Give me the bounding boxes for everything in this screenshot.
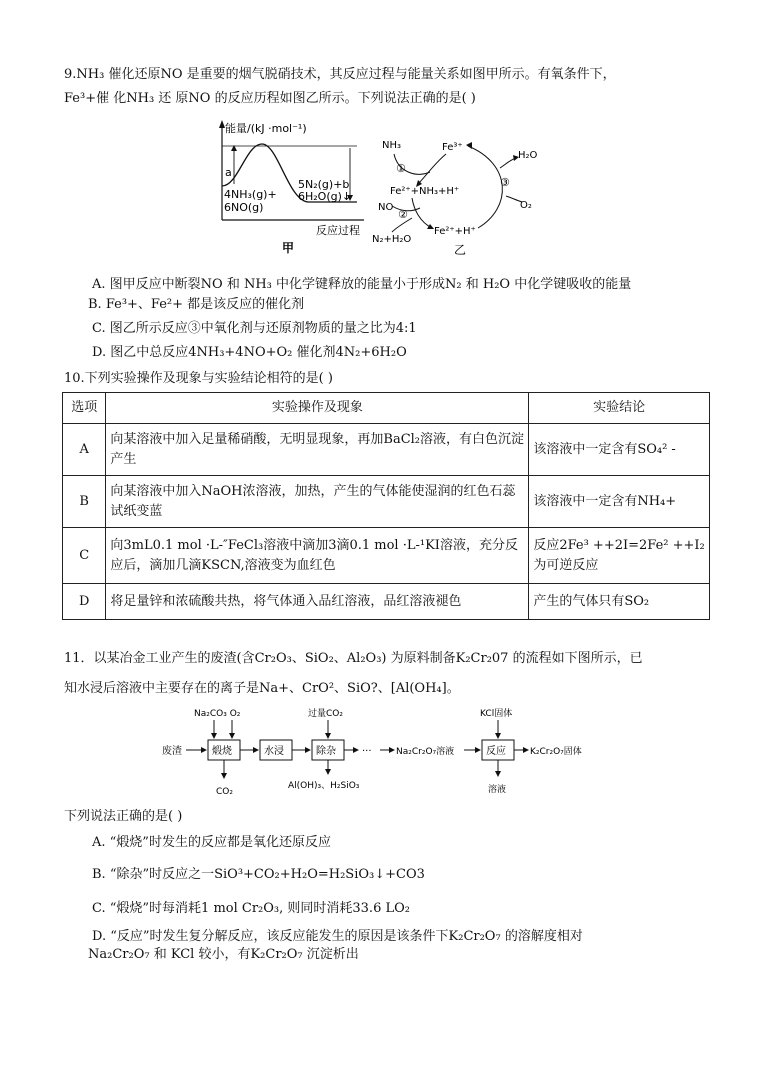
table-header-row [63,393,710,424]
row-conclusion: 反应2Fe³ ++2I=2Fe² ++I₂ 为可逆反应 [529,528,710,584]
table-row [63,528,710,584]
cycle-h2o: H₂O [518,150,538,161]
q10-table [62,392,710,620]
q11-option-b: B. “除杂”时反应之一SiO³+CO₂+H₂O=H₂SiO₃↓+CO3 [92,867,425,882]
products-line1: 5N₂(g)+b [298,178,350,191]
q9-energy-diagram [212,118,372,258]
row-operation: 向3mL0.1 mol ·L-″FeCl₃溶液中滴加3滴0.1 mol ·L-¹KI溶液，充分反应后，滴加几滴KSCN,溶液变为血红色 [106,528,529,584]
table-row [63,584,710,620]
cycle-mid: Fe²⁺+NH₃+H⁺ [390,186,460,197]
q11-stem-line3: 下列说法正确的是( ) [64,809,183,824]
flow-out4: 溶液 [488,785,507,795]
flow-in3: 过量CO₂ [308,709,343,719]
flow-box4-label: 反应 [486,746,506,757]
cycle-step3: ③ [500,176,510,189]
reactants-line2: 6NO(g) [224,201,264,214]
q11-stem-line2: 知水浸后溶液中主要存在的离子是Na+、CrO²、SiO?、[Al(OH₄]。 [64,681,460,696]
row-operation: 将足量锌和浓硫酸共热，将气体通入品红溶液，品红溶液褪色 [106,584,529,620]
cycle-fe2h: Fe²⁺+H⁺ [434,226,476,237]
cycle-nh3: NH₃ [382,140,402,151]
flow-feed: 废渣 [162,746,182,757]
cycle-caption: 乙 [454,243,467,257]
flow-out1: CO₂ [216,787,233,797]
cycle-fe3: Fe³⁺ [442,142,463,153]
row-operation: 向某溶液中加入NaOH浓溶液，加热，产生的气体能使湿润的红色石蕊试纸变蓝 [106,476,529,528]
energy-xlabel: 反应过程 [316,224,360,237]
q11-option-a: A. “煅烧”时发生的反应都是氧化还原反应 [92,835,331,850]
flow-dots: ··· [362,746,372,757]
energy-caption: 甲 [282,241,295,255]
row-conclusion: 该溶液中一定含有SO₄² - [529,424,710,476]
table-row [63,424,710,476]
header-operation: 实验操作及现象 [106,393,529,424]
header-option: 选项 [63,393,106,424]
q11-flow-diagram [160,702,610,802]
cycle-step2: ② [398,208,408,221]
q11-option-c: C. “煅烧”时每消耗1 mol Cr₂O₃, 则同时消耗33.6 LO₂ [92,901,410,916]
flow-product: K₂Cr₂O₇固体 [530,747,582,757]
q9-stem-line2: Fe³+催 化NH₃ 还 原NO 的反应历程如图乙所示。下列说法正确的是( ) [64,91,476,106]
cycle-step1: ① [396,162,406,175]
row-operation: 向某溶液中加入足量稀硝酸，无明显现象，再加BaCl₂溶液，有白色沉淀产生 [106,424,529,476]
flow-box1-label: 煅烧 [212,746,232,757]
energy-a-label: a [225,166,232,179]
row-option: C [63,528,106,584]
flow-box3-label: 除杂 [316,746,336,757]
flow-box2-label: 水浸 [264,746,284,757]
energy-ylabel: 能量/(kJ ·mol⁻¹) [225,122,307,135]
flow-out3: Al(OH)₃、H₂SiO₃ [288,781,360,791]
flow-in4: KCl固体 [480,709,513,719]
header-conclusion: 实验结论 [529,393,710,424]
q9-option-d: D. 图乙中总反应4NH₃+4NO+O₂ 催化剂4N₂+6H₂O [92,345,407,360]
row-option: B [63,476,106,528]
q9-option-b: B. Fe³+、Fe²+ 都是该反应的催化剂 [88,297,305,312]
q11-stem-line1: 11．以某冶金工业产生的废渣(含Cr₂O₃、SiO₂、Al₂O₃) 为原料制备K₂Cr₂07 的流程如下图所示，已 [64,651,643,666]
reactants-line1: 4NH₃(g)+ [224,188,277,201]
q9-option-c: C. 图乙所示反应③中氧化剂与还原剂物质的量之比为4:1 [92,321,417,336]
row-conclusion: 该溶液中一定含有NH₄+ [529,476,710,528]
cycle-no: NO [378,202,394,213]
q11-option-d-cont: Na₂Cr₂O₇ 和 KCl 较小，有K₂Cr₂O₇ 沉淀析出 [88,947,359,962]
table-row [63,476,710,528]
cycle-n2h2o: N₂+H₂O [372,234,412,245]
q11-option-d: D. “反应”时发生复分解反应，该反应能发生的原因是该条件下K₂Cr₂O₇ 的溶解度相对 [92,929,583,944]
row-option: D [63,584,106,620]
q9-cycle-diagram [372,128,572,260]
q10-stem: 10.下列实验操作及现象与实验结论相符的是( ) [64,371,333,386]
products-line2: 6H₂O(g)↓ [298,190,352,203]
q9-stem-line1: 9.NH₃ 催化还原NO 是重要的烟气脱硝技术，其反应过程与能量关系如图甲所示。有氧条件下， [64,67,616,82]
q9-option-a: A. 图甲反应中断裂NO 和 NH₃ 中化学键释放的能量小于形成N₂ 和 H₂O 中化学键吸收的能量 [92,277,632,292]
flow-in1: Na₂CO₃ O₂ [194,709,241,719]
cycle-o2: O₂ [520,200,532,211]
row-option: A [63,424,106,476]
row-conclusion: 产生的气体只有SO₂ [529,584,710,620]
flow-mid: Na₂Cr₂O₇溶液 [396,747,455,757]
